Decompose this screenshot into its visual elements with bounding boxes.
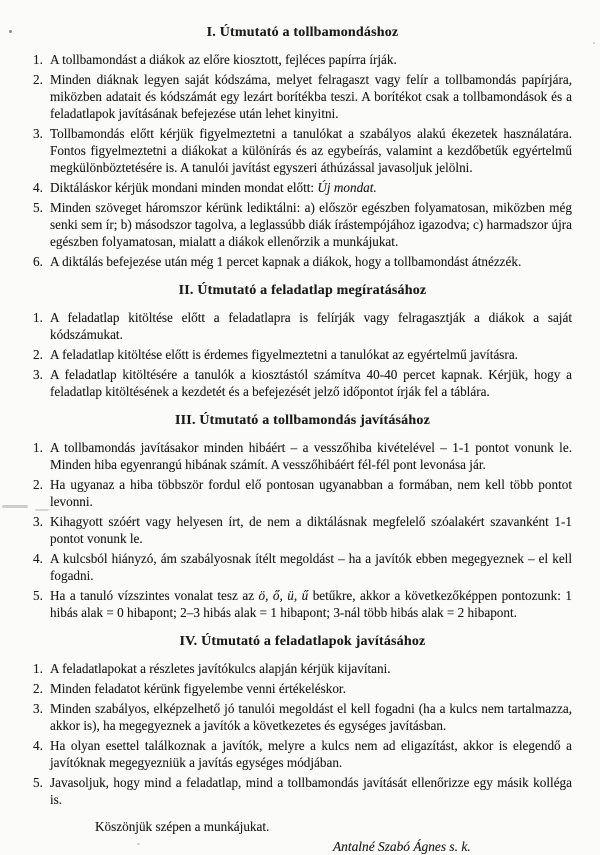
scan-speck <box>2 505 28 508</box>
list-item-text: A feladatlap kitöltése előtt a feladatlapra is felírják vagy felragasztják a diákok a saját kódszámukat. <box>50 310 572 342</box>
section-title: III. Útmutató a tollbamondás javításához <box>175 413 430 428</box>
list-item <box>50 346 572 363</box>
section <box>33 412 572 621</box>
list-item-text-italic: ö, ő, ü, ű <box>258 588 309 603</box>
list-item <box>50 71 572 122</box>
scan-speck <box>593 42 595 44</box>
list-item <box>50 125 572 176</box>
section-title: I. Útmutató a tollbamondáshoz <box>206 25 399 40</box>
section-item-list <box>33 660 572 808</box>
scan-speck <box>35 509 49 511</box>
list-item <box>50 550 572 584</box>
list-item-text: A tollbamondás javításakor minden hibáért – a vesszőhiba kivételével – 1-1 pontot vonunk le. Minden hiba egyenrangú hibának számít. A vesszőhibáért fél-fél pont levonása jár. <box>50 440 572 472</box>
closing-text: Köszönjük szépen a munkájukat. <box>95 819 270 834</box>
list-item-text: Minden diáknak legyen saját kódszáma, melyet felragaszt vagy felír a tollbamondás papírjára, miközben adatait és kódszámát egy lezárt borítékba teszi. A borítékot csak a tollbamondások és a feladatlapok javításának befejezése után lehet kinyitni. <box>50 72 572 121</box>
list-item-text: Javasoljuk, hogy mind a feladatlap, mind a tollbamondás javítását ellenőrizze egy másik kolléga is. <box>50 775 572 807</box>
list-item-text: A kulcsból hiányzó, ám szabályosnak ítélt megoldást – ha a javítók ebben megegyeznek – el kell fogadni. <box>50 551 572 583</box>
list-item-text: A diktálás befejezése után még 1 percet kapnak a diákok, hogy a tollbamondást átnézzék. <box>50 254 522 269</box>
list-item-text: A tollbamondást a diákok az előre kiosztott, fejléces papírra írják. <box>50 52 397 67</box>
scan-speck <box>9 30 12 33</box>
section-title: II. Útmutató a feladatlap megíratásához <box>178 283 427 298</box>
list-item <box>50 199 572 250</box>
list-item-text: A feladatlapokat a részletes javítókulcs alapján kérjük kijavítani. <box>50 661 391 676</box>
list-item-text: Kihagyott szóért vagy helyesen írt, de nem a diktálásnak megfelelő szóalakért szavanként 1-1 pontot vonunk le. <box>50 514 572 546</box>
signature-text: Antalné Szabó Ágnes s. k. <box>333 839 471 854</box>
list-item-text: Minden szabályos, elképzelhető jó tanulói megoldást el kell fogadni (ha a kulcs nem tartalmazza, akkor is), ha megegyeznek a javítók a következetes és egységes javításban. <box>50 701 572 733</box>
list-item <box>50 309 572 343</box>
list-item <box>50 476 572 510</box>
list-item-text: Ha olyan esettel találkoznak a javítók, melyre a kulcs nem ad eligazítást, akkor is elegendő a javítóknak megegyezniük a javítás egységes módjában. <box>50 738 572 770</box>
list-item-text-italic: Új mondat. <box>317 180 377 195</box>
list-item <box>50 366 572 400</box>
list-item-text: betűkre, akkor a következőképpen pontozunk: 1 hibás alak = 0 hibapont; 2–3 hibás alak = 1 hibapont; 3-nál több hibás alak = 2 hibapont. <box>50 588 572 620</box>
list-item-text: Tollbamondás előtt kérjük figyelmeztetni a tanulókat a szabályos alakú ékezetek használatára. Fontos figyelmeztetni a diákokat a különírás és az egybeírás, valamint a kezdőbetűk egyértelmű megkülönböztetésére is. A tanulói javítást egyszeri áthúzással javasoljuk jelölni. <box>50 126 572 175</box>
section-item-list <box>33 439 572 621</box>
section <box>33 24 572 270</box>
list-item-text: Ha a tanuló vízszintes vonalat tesz az <box>50 588 259 603</box>
section-title: IV. Útmutató a feladatlapok javításához <box>179 634 426 649</box>
list-item <box>50 253 572 270</box>
list-item-text: Minden szöveget háromszor kérünk lediktálni: a) először egészben folyamatosan, miközben még senki sem ír; b) másodszor tagolva, a leglassúbb diák írástempójához igazodva; c) harmadszor újra egészben folyamatosan, mialatt a diákok ellenőrzik a munkájukat. <box>50 200 572 249</box>
list-item <box>50 587 572 621</box>
list-item <box>50 51 572 68</box>
section <box>33 633 572 808</box>
list-item <box>50 660 572 677</box>
list-item <box>50 513 572 547</box>
section-item-list <box>33 309 572 400</box>
list-item <box>50 680 572 697</box>
list-item <box>50 774 572 808</box>
list-item <box>50 439 572 473</box>
scan-speck <box>137 843 140 845</box>
section <box>33 282 572 400</box>
list-item-text: Diktáláskor kérjük mondani minden mondat előtt: <box>50 180 318 195</box>
list-item-text: A feladatlap kitöltésére a tanulók a kiosztástól számítva 40-40 percet kapnak. Kérjük, hogy a feladatlap kitöltésének a kezdetét és a befejezését jelző időpontot írják fel a táblára. <box>50 367 572 399</box>
list-item <box>50 737 572 771</box>
sections-container <box>33 24 572 808</box>
list-item-text: Minden feladatot kérünk figyelembe venni értékeléskor. <box>50 681 346 696</box>
list-item-text: A feladatlap kitöltése előtt is érdemes figyelmeztetni a tanulókat az egyértelmű javításra. <box>50 347 518 362</box>
section-item-list <box>33 51 572 270</box>
list-item <box>50 179 572 196</box>
list-item <box>50 700 572 734</box>
list-item-text: Ha ugyanaz a hiba többször fordul elő pontosan ugyanabban a formában, nem kell több pontot levonni. <box>50 477 572 509</box>
